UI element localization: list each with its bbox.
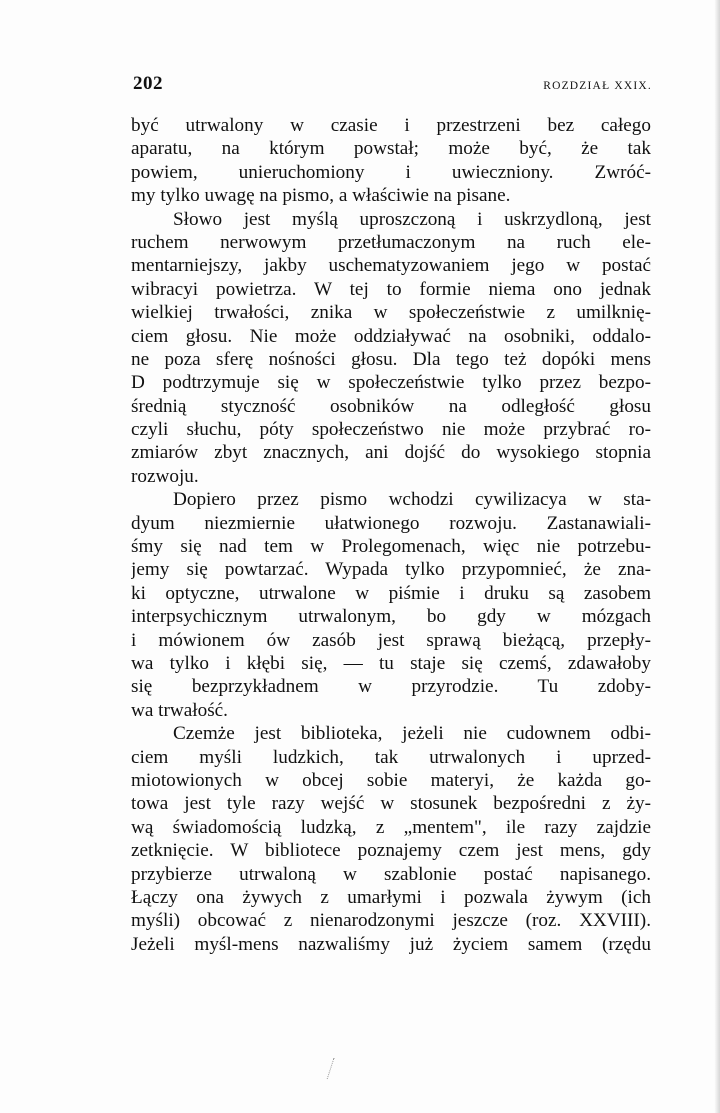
text-line: wa tylko i kłębi się, — tu staje się czemś, zdawałoby <box>131 652 651 674</box>
paragraph-first-line: Słowo jest myślą uproszczoną i uskrzydloną, jest <box>173 208 651 230</box>
paper-mark <box>327 1058 338 1080</box>
text-line: mentarniejszy, jakby uschematyzowaniem jego w postać <box>131 255 651 277</box>
text-line: Łączy ona żywych z umarłymi i pozwala żywym (ich <box>131 886 651 908</box>
text-line: ciem głosu. Nie może oddziaływać na osobniki, oddalo- <box>131 325 651 347</box>
text-line: ne poza sferę nośności głosu. Dla tego też dopóki mens <box>131 348 651 370</box>
text-line: średnią styczność osobników na odległość głosu <box>131 395 651 417</box>
paragraph-first-line: Dopiero przez pismo wchodzi cywilizacya w sta- <box>173 489 651 511</box>
text-line: miotowionych w obcej sobie materyi, że każda go- <box>131 769 651 791</box>
text-line: jemy się powtarzać. Wypada tylko przypomnieć, że zna- <box>131 559 651 581</box>
paragraph-first-line: Czemże jest biblioteka, jeżeli nie cudownem odbi- <box>173 723 651 745</box>
text-line: wielkiej trwałości, znika w społeczeństwie z umilknię- <box>131 302 651 324</box>
text-line: myśli) obcować z nienarodzonymi jeszcze (roz. XXVIII). <box>131 910 651 932</box>
text-line: wa trwałość. <box>131 699 228 721</box>
text-line: śmy się nad tem w Prolegomenach, więc nie potrzebu- <box>131 536 651 558</box>
text-line: być utrwalony w czasie i przestrzeni bez całego <box>131 115 651 136</box>
text-line: towa jest tyle razy wejść w stosunek bezpośredni z ży- <box>131 793 651 815</box>
text-line: my tylko uwagę na pismo, a właściwie na pisane. <box>131 185 511 207</box>
running-head: ROZDZIAŁ XXIX. <box>543 80 652 92</box>
body-text <box>131 114 651 956</box>
text-line: D podtrzymuje się w społeczeństwie tylko przez bezpo- <box>131 372 651 394</box>
text-line: czyli słuchu, póty społeczeństwo nie może przybrać ro- <box>131 419 651 441</box>
text-line: i mówionem ów zasób jest sprawą bieżącą, przepły- <box>131 629 651 651</box>
page-edge <box>714 0 720 1113</box>
text-line: Jeżeli myśl-mens nazwaliśmy już życiem samem (rzędu <box>131 933 651 955</box>
page-number: 202 <box>133 73 163 94</box>
text-line: zetknięcie. W bibliotece poznajemy czem jest mens, gdy <box>131 840 651 862</box>
text-line: ciem myśli ludzkich, tak utrwalonych i uprzed- <box>131 746 651 768</box>
text-line: interpsychicznym utrwalonym, bo gdy w mózgach <box>131 606 651 628</box>
text-line: rozwoju. <box>131 465 199 487</box>
text-line: się bezprzykładnem w przyrodzie. Tu zdoby- <box>131 676 651 698</box>
text-line: zmiarów zbyt znacznych, ani dojść do wysokiego stopnia <box>131 442 651 464</box>
text-line: powiem, unieruchomiony i uwieczniony. Zwróć- <box>131 161 651 183</box>
text-line: aparatu, na którym powstał; może być, że tak <box>131 138 651 160</box>
text-line: ki optyczne, utrwalone w piśmie i druku są zasobem <box>131 582 651 604</box>
text-line: dyum niezmiernie ułatwionego rozwoju. Zastanawiali- <box>131 512 651 534</box>
text-line: przybierze utrwaloną w szablonie postać napisanego. <box>131 863 651 885</box>
text-line: ruchem nerwowym przetłumaczonym na ruch ele- <box>131 231 651 253</box>
text-line: wą świadomością ludzką, z „mentem", ile razy zajdzie <box>131 816 651 838</box>
text-line: wibracyi powietrza. W tej to formie niema ono jednak <box>131 278 651 300</box>
